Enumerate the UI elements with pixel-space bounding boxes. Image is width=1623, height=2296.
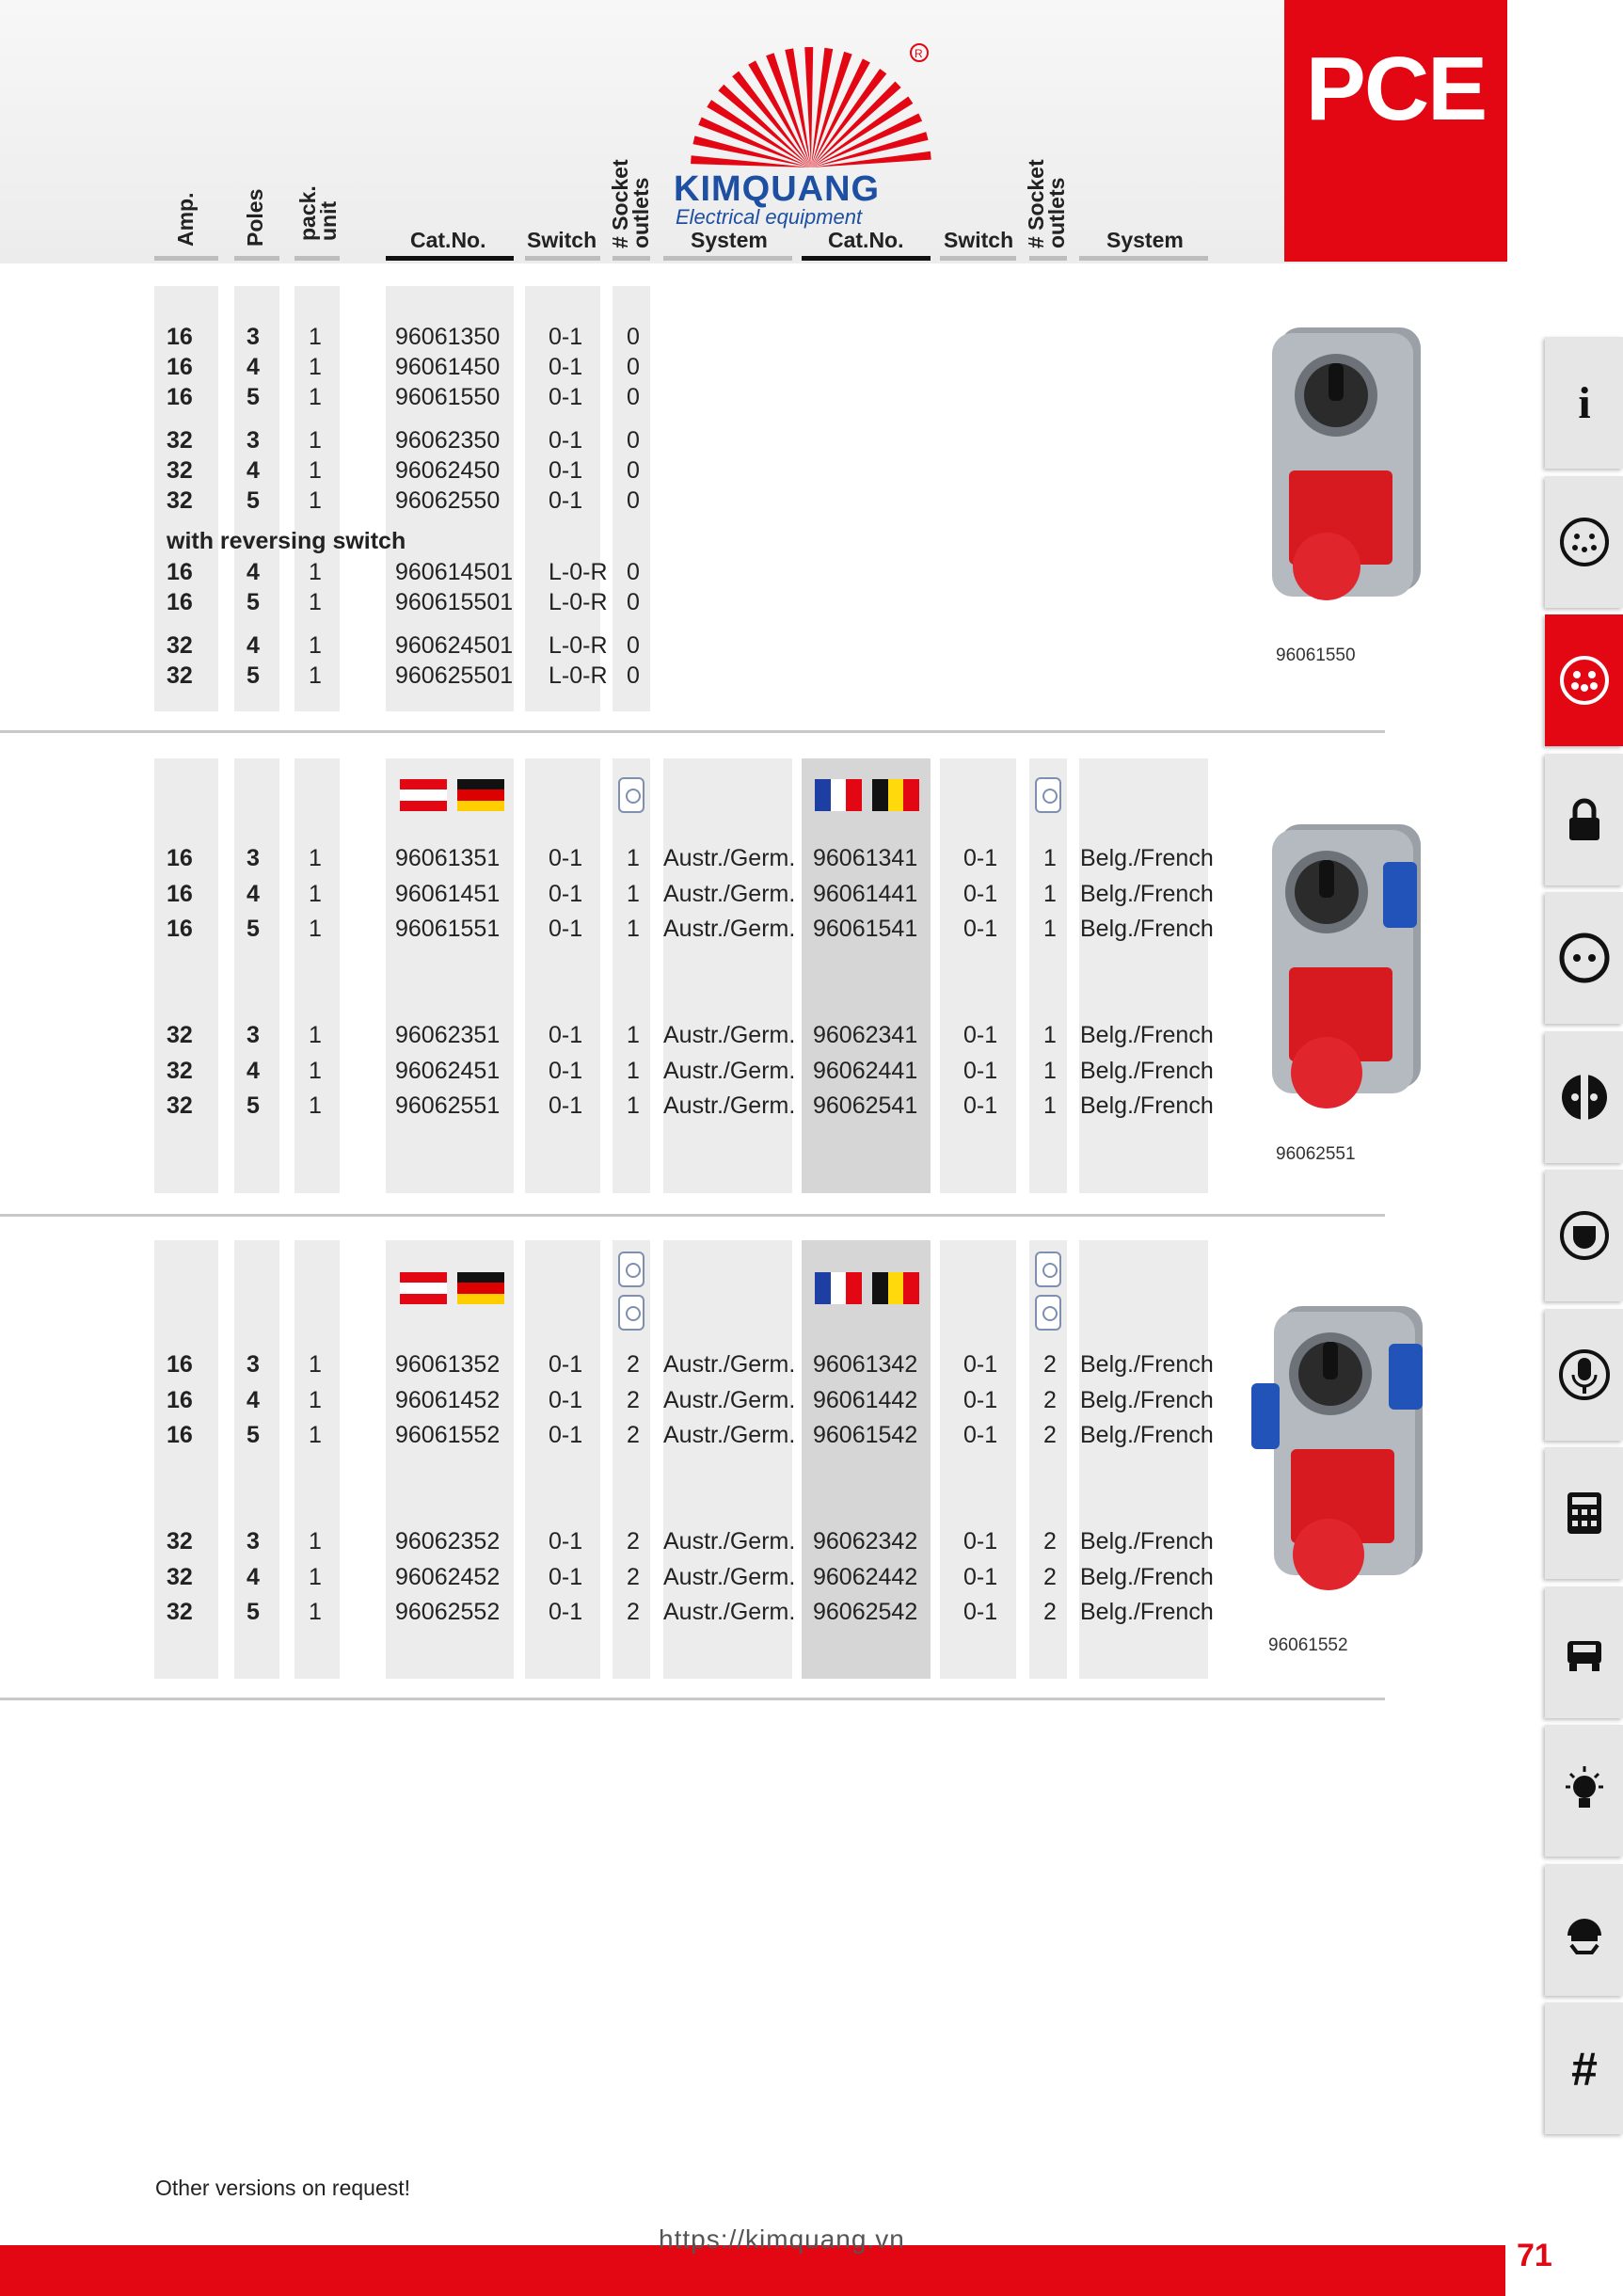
- table-cell: 4: [247, 354, 260, 380]
- table-cell: 96061352: [395, 1351, 501, 1378]
- table-cell: 96062451: [395, 1058, 501, 1084]
- table-cell: 96062450: [395, 457, 501, 484]
- table-cell: 96062552: [395, 1599, 501, 1625]
- table-cell: 0-1: [963, 1058, 998, 1084]
- table-cell: 1: [1043, 1058, 1057, 1084]
- table-cell: 5: [247, 1422, 260, 1448]
- table-cell: 1: [309, 1058, 322, 1084]
- table-cell: 0-1: [549, 427, 583, 454]
- table-cell: 1: [309, 1022, 322, 1048]
- table-cell: 1: [309, 845, 322, 871]
- table-cell: 1: [627, 845, 640, 871]
- table-cell: 16: [167, 881, 193, 907]
- table-cell: 1: [309, 1599, 322, 1625]
- table-cell: Belg./French: [1080, 1564, 1214, 1590]
- table-cell: 0-1: [549, 1387, 583, 1413]
- image-caption: 96061552: [1268, 1635, 1348, 1655]
- footer-url[interactable]: https://kimquang.vn: [659, 2224, 905, 2254]
- table-cell: 32: [167, 427, 193, 454]
- table-cell: 0-1: [549, 1351, 583, 1378]
- table-cell: 4: [247, 457, 260, 484]
- table-cell: 16: [167, 1422, 193, 1448]
- product-image-96062551: [1251, 817, 1454, 1099]
- table-cell: 2: [627, 1351, 640, 1378]
- socket-outlet-icon: [1035, 1252, 1061, 1287]
- side-tab-vehicle[interactable]: [1545, 1586, 1623, 1718]
- table-cell: 96061542: [813, 1422, 918, 1448]
- table-cell: Belg./French: [1080, 881, 1214, 907]
- table-cell: 96061452: [395, 1387, 501, 1413]
- header-catno-1: Cat.No.: [410, 228, 486, 252]
- table-cell: 1: [309, 559, 322, 585]
- footer-note: Other versions on request!: [155, 2176, 411, 2200]
- table-cell: L-0-R: [549, 662, 608, 689]
- table-cell: 96062551: [395, 1092, 501, 1119]
- table-cell: 96062452: [395, 1564, 501, 1590]
- svg-text:#: #: [1570, 2043, 1598, 2095]
- svg-text:i: i: [1577, 378, 1591, 428]
- table-cell: 1: [309, 881, 322, 907]
- table-cell: 1: [309, 324, 322, 350]
- table-cell: 0-1: [963, 1387, 998, 1413]
- table-cell: Belg./French: [1080, 1022, 1214, 1048]
- side-tab-hash[interactable]: [1545, 2002, 1623, 2134]
- side-tab-info[interactable]: [1545, 337, 1623, 469]
- table-cell: Belg./French: [1080, 845, 1214, 871]
- table-cell: 1: [309, 662, 322, 689]
- table-cell: Austr./Germ.: [663, 845, 796, 871]
- sunburst-icon: [670, 36, 952, 177]
- table-cell: 16: [167, 1351, 193, 1378]
- kimquang-logo: [670, 36, 952, 233]
- table-cell: 0: [627, 662, 640, 689]
- image-caption: 96061550: [1276, 646, 1356, 665]
- table-cell: 0-1: [963, 1422, 998, 1448]
- table-cell: 0-1: [549, 1022, 583, 1048]
- table-cell: 96061541: [813, 916, 918, 942]
- table-cell: Austr./Germ.: [663, 916, 796, 942]
- table-cell: 1: [309, 916, 322, 942]
- side-tab-shield-plug[interactable]: [1545, 1170, 1623, 1301]
- side-tab-microphone[interactable]: [1545, 1309, 1623, 1441]
- divider: [0, 1698, 1385, 1700]
- table-cell: 16: [167, 1387, 193, 1413]
- table-cell: Belg./French: [1080, 1351, 1214, 1378]
- table-cell: 96061451: [395, 881, 501, 907]
- france-flag-icon: [815, 1272, 862, 1304]
- table-cell: 3: [247, 1022, 260, 1048]
- table-cell: 2: [627, 1422, 640, 1448]
- table-cell: 2: [627, 1599, 640, 1625]
- table-cell: 0-1: [963, 916, 998, 942]
- table-cell: 0-1: [549, 845, 583, 871]
- table-cell: 1: [627, 1092, 640, 1119]
- table-cell: 0: [627, 457, 640, 484]
- side-tab-schuko[interactable]: [1545, 1031, 1623, 1163]
- table-cell: 4: [247, 632, 260, 659]
- header-pack-unit: pack. unit: [295, 185, 341, 241]
- table-cell: 2: [627, 1528, 640, 1555]
- header-switch-2: Switch: [944, 228, 1014, 252]
- table-cell: Austr./Germ.: [663, 1351, 796, 1378]
- table-cell: Belg./French: [1080, 1387, 1214, 1413]
- table-cell: 2: [627, 1387, 640, 1413]
- table-cell: 96062352: [395, 1528, 501, 1555]
- header-sockets-1: # Socket outlets: [608, 159, 653, 248]
- table-cell: 32: [167, 632, 193, 659]
- table-cell: 1: [1043, 1092, 1057, 1119]
- table-cell: 96062542: [813, 1599, 918, 1625]
- table-cell: 0-1: [963, 881, 998, 907]
- divider: [0, 1214, 1385, 1217]
- socket-outlet-icon: [618, 1252, 644, 1287]
- table-cell: 0-1: [963, 1599, 998, 1625]
- socket-outlet-icon: [618, 777, 644, 813]
- table-cell: 0-1: [549, 1564, 583, 1590]
- header-poles: Poles: [243, 188, 267, 247]
- belgium-flag-icon: [872, 1272, 919, 1304]
- header-system-1: System: [691, 228, 768, 252]
- table-cell: 96061551: [395, 916, 501, 942]
- table-cell: Austr./Germ.: [663, 1387, 796, 1413]
- table-cell: 3: [247, 845, 260, 871]
- table-cell: Austr./Germ.: [663, 1599, 796, 1625]
- table-cell: 0-1: [549, 1422, 583, 1448]
- table-cell: 96062441: [813, 1058, 918, 1084]
- lock-icon: [1558, 793, 1611, 846]
- header-amp: Amp.: [173, 192, 198, 247]
- table-cell: 1: [309, 457, 322, 484]
- header-system-2: System: [1106, 228, 1184, 252]
- table-cell: 3: [247, 1351, 260, 1378]
- table-cell: 0-1: [549, 487, 583, 514]
- product-image-96061550: [1251, 320, 1454, 602]
- table-cell: 1: [309, 632, 322, 659]
- table-cell: Austr./Germ.: [663, 1528, 796, 1555]
- table-cell: L-0-R: [549, 632, 608, 659]
- logo-name: KIMQUANG: [674, 169, 881, 209]
- brand-tag: PCE: [1284, 0, 1507, 262]
- table-cell: 32: [167, 457, 193, 484]
- svg-text:R: R: [915, 47, 923, 60]
- table-cell: 96061552: [395, 1422, 501, 1448]
- helmet-icon: [1558, 1904, 1611, 1956]
- header-catno-2: Cat.No.: [828, 228, 904, 252]
- header-sockets-2: # Socket outlets: [1024, 159, 1069, 248]
- table-cell: 2: [627, 1564, 640, 1590]
- table-cell: Austr./Germ.: [663, 1422, 796, 1448]
- socket-outlet-icon: [618, 1295, 644, 1331]
- table-cell: 5: [247, 589, 260, 615]
- table-cell: 0: [627, 384, 640, 410]
- table-cell: 4: [247, 1058, 260, 1084]
- reversing-switch-label: with reversing switch: [167, 528, 406, 554]
- table-cell: 1: [309, 1351, 322, 1378]
- table-cell: 5: [247, 1599, 260, 1625]
- page-number: 71: [1517, 2238, 1552, 2273]
- table-cell: 16: [167, 324, 193, 350]
- table-cell: L-0-R: [549, 559, 608, 585]
- table-cell: 1: [309, 1422, 322, 1448]
- side-tab-lightbulb[interactable]: [1545, 1725, 1623, 1857]
- table-cell: 96061342: [813, 1351, 918, 1378]
- socket-icon: [1558, 654, 1611, 707]
- table-cell: 3: [247, 324, 260, 350]
- table-cell: 16: [167, 384, 193, 410]
- table-cell: 0-1: [549, 1528, 583, 1555]
- table-cell: 1: [309, 1092, 322, 1119]
- side-tab-plug[interactable]: [1545, 476, 1623, 608]
- table-cell: 16: [167, 354, 193, 380]
- table-cell: 0-1: [963, 1351, 998, 1378]
- table-cell: Belg./French: [1080, 1599, 1214, 1625]
- table-cell: 2: [1043, 1351, 1057, 1378]
- table-cell: 96062541: [813, 1092, 918, 1119]
- round-socket-icon: [1558, 932, 1611, 984]
- table-cell: 96061441: [813, 881, 918, 907]
- vehicle-icon: [1558, 1626, 1611, 1679]
- table-cell: 2: [1043, 1528, 1057, 1555]
- table-cell: 2: [1043, 1422, 1057, 1448]
- table-cell: 32: [167, 662, 193, 689]
- table-cell: 16: [167, 559, 193, 585]
- side-tab-calculator[interactable]: [1545, 1447, 1623, 1579]
- table-cell: 4: [247, 881, 260, 907]
- table-cell: 16: [167, 916, 193, 942]
- lightbulb-icon: [1558, 1764, 1611, 1817]
- table-cell: 0-1: [963, 1528, 998, 1555]
- table-cell: 2: [1043, 1599, 1057, 1625]
- table-cell: 0-1: [549, 916, 583, 942]
- table-cell: 960624501: [395, 632, 514, 659]
- table-cell: 16: [167, 589, 193, 615]
- france-flag-icon: [815, 779, 862, 811]
- table-cell: Belg./French: [1080, 1092, 1214, 1119]
- table-cell: 1: [627, 1022, 640, 1048]
- info-icon: [1558, 376, 1611, 429]
- table-cell: 96061351: [395, 845, 501, 871]
- table-cell: 32: [167, 1092, 193, 1119]
- table-cell: 960625501: [395, 662, 514, 689]
- table-cell: 1: [309, 487, 322, 514]
- belgium-flag-icon: [872, 779, 919, 811]
- table-cell: 96062351: [395, 1022, 501, 1048]
- side-tab-helmet[interactable]: [1545, 1864, 1623, 1996]
- table-cell: 32: [167, 1564, 193, 1590]
- table-cell: 96061450: [395, 354, 501, 380]
- table-cell: 5: [247, 662, 260, 689]
- hash-icon: [1558, 2042, 1611, 2095]
- table-cell: 96061442: [813, 1387, 918, 1413]
- plug-icon: [1558, 516, 1611, 568]
- table-cell: 0: [627, 427, 640, 454]
- table-cell: 96062342: [813, 1528, 918, 1555]
- table-cell: 32: [167, 1528, 193, 1555]
- table-cell: Austr./Germ.: [663, 881, 796, 907]
- table-cell: 32: [167, 1022, 193, 1048]
- table-cell: 96062550: [395, 487, 501, 514]
- socket-outlet-icon: [1035, 777, 1061, 813]
- table-cell: 4: [247, 1387, 260, 1413]
- table-cell: 0: [627, 487, 640, 514]
- germany-flag-icon: [457, 779, 504, 811]
- side-tab-round-socket[interactable]: [1545, 892, 1623, 1024]
- table-cell: 32: [167, 1599, 193, 1625]
- shield-plug-icon: [1558, 1209, 1611, 1262]
- socket-outlet-icon: [1035, 1295, 1061, 1331]
- image-caption: 96062551: [1276, 1144, 1356, 1164]
- table-cell: 0-1: [549, 324, 583, 350]
- table-cell: 96062341: [813, 1022, 918, 1048]
- table-cell: 3: [247, 1528, 260, 1555]
- table-cell: 0-1: [549, 457, 583, 484]
- austria-flag-icon: [400, 1272, 447, 1304]
- table-cell: 0-1: [963, 845, 998, 871]
- table-cell: 0-1: [549, 1599, 583, 1625]
- germany-flag-icon: [457, 1272, 504, 1304]
- table-cell: Austr./Germ.: [663, 1022, 796, 1048]
- side-tab-socket[interactable]: [1545, 614, 1623, 746]
- calculator-icon: [1558, 1487, 1611, 1539]
- table-cell: 0-1: [963, 1092, 998, 1119]
- table-cell: 1: [309, 384, 322, 410]
- table-cell: 0: [627, 559, 640, 585]
- table-cell: 1: [1043, 881, 1057, 907]
- table-cell: 0-1: [549, 1058, 583, 1084]
- product-image-96061552: [1248, 1299, 1450, 1581]
- table-cell: Austr./Germ.: [663, 1058, 796, 1084]
- logo-tagline: Electrical equipment: [676, 205, 863, 229]
- table-cell: 32: [167, 487, 193, 514]
- table-cell: 960614501: [395, 559, 514, 585]
- table-cell: 0-1: [963, 1564, 998, 1590]
- table-cell: 0-1: [963, 1022, 998, 1048]
- austria-flag-icon: [400, 779, 447, 811]
- table-cell: 4: [247, 1564, 260, 1590]
- table-cell: 3: [247, 427, 260, 454]
- header-switch-1: Switch: [527, 228, 597, 252]
- table-cell: Belg./French: [1080, 1058, 1214, 1084]
- table-cell: 0-1: [549, 384, 583, 410]
- side-tab-lock[interactable]: [1545, 754, 1623, 885]
- table-cell: 1: [1043, 845, 1057, 871]
- table-cell: 96061341: [813, 845, 918, 871]
- table-cell: 1: [309, 589, 322, 615]
- table-cell: 1: [309, 427, 322, 454]
- divider: [0, 730, 1385, 733]
- table-cell: 5: [247, 916, 260, 942]
- table-cell: Belg./French: [1080, 1422, 1214, 1448]
- table-cell: 0: [627, 324, 640, 350]
- table-cell: 96062350: [395, 427, 501, 454]
- table-cell: 5: [247, 487, 260, 514]
- table-cell: 96061550: [395, 384, 501, 410]
- table-cell: 960615501: [395, 589, 514, 615]
- table-cell: 0-1: [549, 354, 583, 380]
- table-cell: 5: [247, 384, 260, 410]
- table-cell: 0: [627, 632, 640, 659]
- table-cell: 1: [309, 1564, 322, 1590]
- table-cell: 2: [1043, 1387, 1057, 1413]
- table-cell: Austr./Germ.: [663, 1564, 796, 1590]
- table-cell: 1: [627, 1058, 640, 1084]
- table-cell: 1: [627, 881, 640, 907]
- table-cell: L-0-R: [549, 589, 608, 615]
- table-cell: 1: [309, 354, 322, 380]
- schuko-icon: [1558, 1071, 1611, 1124]
- table-cell: 1: [1043, 1022, 1057, 1048]
- microphone-icon: [1558, 1348, 1611, 1401]
- table-cell: 16: [167, 845, 193, 871]
- table-cell: 0: [627, 589, 640, 615]
- table-cell: 1: [309, 1387, 322, 1413]
- table-cell: 0: [627, 354, 640, 380]
- table-cell: Belg./French: [1080, 916, 1214, 942]
- table-cell: 1: [627, 916, 640, 942]
- table-cell: 0-1: [549, 881, 583, 907]
- table-cell: 96061350: [395, 324, 501, 350]
- table-cell: 1: [309, 1528, 322, 1555]
- table-cell: 4: [247, 559, 260, 585]
- table-cell: 0-1: [549, 1092, 583, 1119]
- table-cell: 1: [1043, 916, 1057, 942]
- table-cell: 5: [247, 1092, 260, 1119]
- table-cell: Belg./French: [1080, 1528, 1214, 1555]
- table-cell: 32: [167, 1058, 193, 1084]
- table-cell: 2: [1043, 1564, 1057, 1590]
- table-cell: 96062442: [813, 1564, 918, 1590]
- table-cell: Austr./Germ.: [663, 1092, 796, 1119]
